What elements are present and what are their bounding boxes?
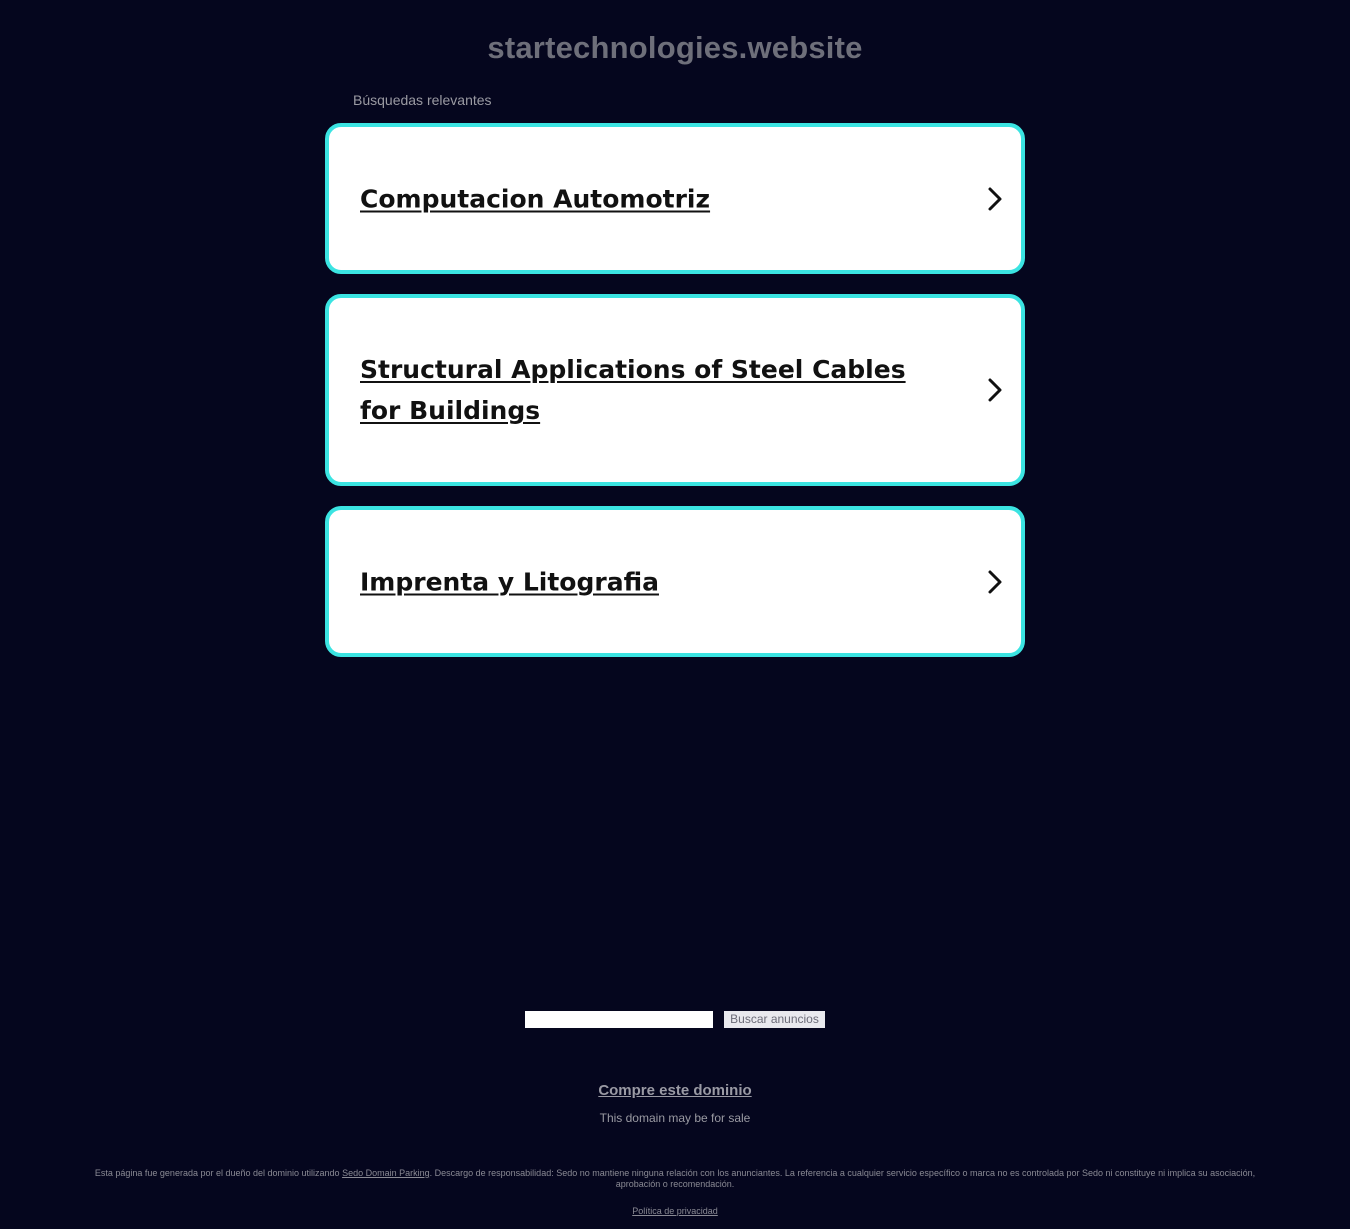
domain-sale-text: This domain may be for sale xyxy=(599,1111,751,1125)
buy-domain-link[interactable]: Compre este dominio xyxy=(598,1082,752,1099)
related-search-card-computacion-automotriz[interactable] xyxy=(325,123,1025,274)
search-ads-button[interactable]: Buscar anuncios xyxy=(724,1011,825,1028)
buy-domain-section xyxy=(0,1082,1350,1099)
search-input[interactable] xyxy=(525,1011,713,1028)
disclaimer-text-end: . Descargo de responsabilidad: Sedo no mantiene ninguna relación con los anunciantes. La referencia a cualquier servicio específico o marca no es controlada por Sedo ni constituye ni implica su asociación, aprobación o recomendación. xyxy=(429,1168,1256,1189)
related-search-link[interactable]: Structural Applications of Steel Cables for Buildings xyxy=(360,355,906,425)
sedo-parking-link[interactable]: Sedo Domain Parking xyxy=(342,1168,430,1178)
chevron-right-icon xyxy=(985,377,1005,403)
disclaimer xyxy=(75,1168,1275,1190)
related-search-card-imprenta-litografia[interactable] xyxy=(325,506,1025,657)
disclaimer-text-start: Esta página fue generada por el dueño del dominio utilizando xyxy=(94,1168,343,1178)
privacy-policy-link[interactable]: Política de privacidad xyxy=(632,1206,718,1216)
privacy-section xyxy=(0,1206,1350,1216)
related-search-link[interactable]: Imprenta y Litografia xyxy=(360,567,659,596)
related-search-card-structural-steel-cables[interactable] xyxy=(325,294,1025,486)
chevron-right-icon xyxy=(985,186,1005,212)
related-searches-label: Búsquedas relevantes xyxy=(353,92,492,108)
related-search-link[interactable]: Computacion Automotriz xyxy=(360,184,711,213)
chevron-right-icon xyxy=(985,569,1005,595)
domain-title: startechnologies.website xyxy=(487,30,863,65)
